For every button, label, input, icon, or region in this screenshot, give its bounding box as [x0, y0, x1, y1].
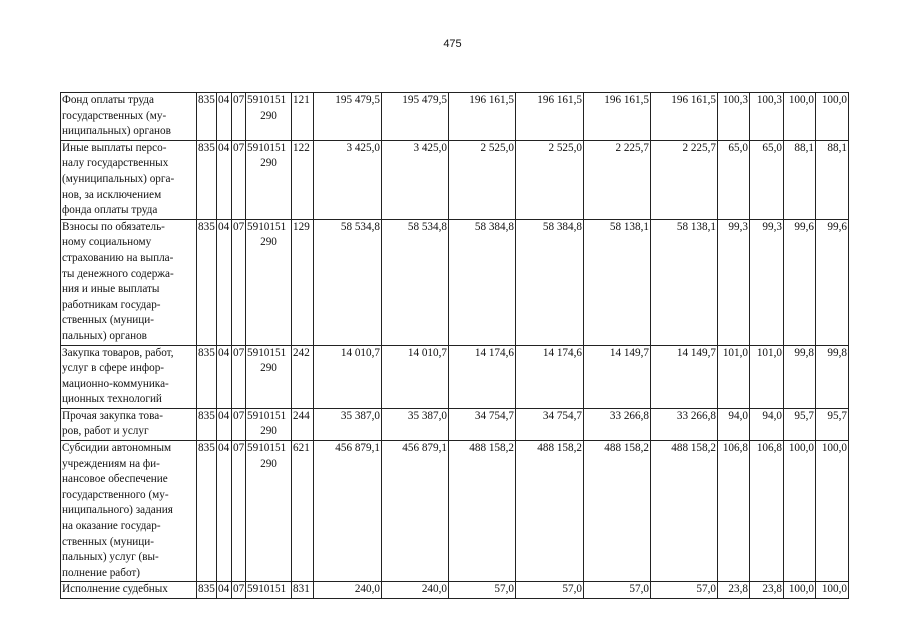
expense-name-cell: [61, 93, 197, 141]
percent-cell-3: 95,7: [784, 408, 816, 440]
percent-cell-2: 65,0: [750, 140, 784, 219]
amount-cell-1: 195 479,5: [314, 93, 382, 141]
amount-cell-2: 58 534,8: [382, 219, 449, 345]
amount-cell-1: 35 387,0: [314, 408, 382, 440]
amount-cell-1: 58 534,8: [314, 219, 382, 345]
target-article-part: 290: [260, 157, 277, 170]
expense-name-line: Закупка товаров, работ,: [62, 346, 174, 359]
expense-type-cell: 244: [292, 408, 314, 440]
amount-cell-3: 14 174,6: [449, 345, 516, 408]
expense-name-line: пальных) органов: [62, 329, 147, 342]
section-cell: 04: [217, 140, 232, 219]
expense-name-cell: [61, 219, 197, 345]
amount-cell-4: 14 174,6: [516, 345, 584, 408]
target-article-part: 5910151: [247, 583, 287, 596]
subsection-cell: 07: [232, 441, 246, 582]
table-row: [61, 93, 849, 141]
percent-cell-1: 94,0: [718, 408, 750, 440]
target-article-part: 5910151: [247, 220, 287, 233]
amount-cell-3: 34 754,7: [449, 408, 516, 440]
section-cell: 04: [217, 93, 232, 141]
table-row: [61, 219, 849, 345]
expense-name-line: ниципальных) органов: [62, 125, 171, 138]
expense-name-line: Субсидии автономным: [62, 442, 172, 455]
grbs-cell: 835: [197, 441, 217, 582]
percent-cell-4: 100,0: [816, 582, 849, 599]
amount-cell-6: 58 138,1: [651, 219, 718, 345]
percent-cell-2: 101,0: [750, 345, 784, 408]
percent-cell-3: 100,0: [784, 93, 816, 141]
expense-name-line: нансовое обеспечение: [62, 473, 168, 486]
table-row: [61, 408, 849, 440]
table-row: [61, 582, 849, 599]
percent-cell-3: 88,1: [784, 140, 816, 219]
amount-cell-5: 2 225,7: [584, 140, 651, 219]
percent-cell-1: 101,0: [718, 345, 750, 408]
expense-name-line: фонда оплаты труда: [62, 204, 158, 217]
percent-cell-2: 100,3: [750, 93, 784, 141]
expense-name-line: Иные выплаты персо-: [62, 141, 167, 154]
expense-name-line: мационно-коммуника-: [62, 377, 169, 390]
expense-name-line: государственного (му-: [62, 488, 169, 501]
table-row: [61, 345, 849, 408]
grbs-cell: 835: [197, 140, 217, 219]
expense-name-line: Фонд оплаты труда: [62, 94, 154, 106]
percent-cell-4: 99,8: [816, 345, 849, 408]
percent-cell-2: 99,3: [750, 219, 784, 345]
target-article-part: 290: [260, 362, 277, 375]
expense-name-cell: [61, 140, 197, 219]
expense-name-line: (муниципальных) орга-: [62, 172, 175, 185]
amount-cell-2: 3 425,0: [382, 140, 449, 219]
percent-cell-1: 106,8: [718, 441, 750, 582]
table-row: [61, 441, 849, 582]
expense-type-cell: 621: [292, 441, 314, 582]
target-article-part: 5910151: [247, 442, 287, 455]
percent-cell-3: 99,6: [784, 219, 816, 345]
expense-name-line: Прочая закупка това-: [62, 409, 163, 422]
target-article-part: 5910151: [247, 409, 287, 422]
amount-cell-4: 34 754,7: [516, 408, 584, 440]
amount-cell-1: 456 879,1: [314, 441, 382, 582]
percent-cell-2: 23,8: [750, 582, 784, 599]
target-article-cell: [246, 140, 292, 219]
percent-cell-1: 100,3: [718, 93, 750, 141]
amount-cell-6: 33 266,8: [651, 408, 718, 440]
amount-cell-6: 2 225,7: [651, 140, 718, 219]
target-article-cell: [246, 345, 292, 408]
expense-type-cell: 122: [292, 140, 314, 219]
target-article-part: 5910151: [247, 94, 287, 106]
target-article-cell: [246, 93, 292, 141]
amount-cell-4: 196 161,5: [516, 93, 584, 141]
amount-cell-3: 2 525,0: [449, 140, 516, 219]
target-article-part: 290: [260, 236, 277, 249]
amount-cell-2: 240,0: [382, 582, 449, 599]
subsection-cell: 07: [232, 408, 246, 440]
percent-cell-2: 106,8: [750, 441, 784, 582]
subsection-cell: 07: [232, 582, 246, 599]
table-row: [61, 140, 849, 219]
amount-cell-4: 57,0: [516, 582, 584, 599]
expense-name-line: Взносы по обязатель-: [62, 220, 165, 233]
amount-cell-1: 14 010,7: [314, 345, 382, 408]
expense-name-line: Исполнение судебных: [62, 583, 168, 596]
grbs-cell: 835: [197, 408, 217, 440]
percent-cell-3: 100,0: [784, 441, 816, 582]
amount-cell-4: 2 525,0: [516, 140, 584, 219]
section-cell: 04: [217, 441, 232, 582]
amount-cell-3: 488 158,2: [449, 441, 516, 582]
expense-name-line: ниципального) задания: [62, 504, 173, 517]
expense-name-line: работникам государ-: [62, 298, 161, 311]
expense-name-line: учреждениям на фи-: [62, 457, 160, 470]
expense-name-line: ному социальному: [62, 236, 152, 249]
amount-cell-3: 57,0: [449, 582, 516, 599]
amount-cell-5: 196 161,5: [584, 93, 651, 141]
percent-cell-4: 100,0: [816, 93, 849, 141]
expense-name-line: на оказание государ-: [62, 520, 161, 533]
expense-type-cell: 121: [292, 93, 314, 141]
amount-cell-5: 488 158,2: [584, 441, 651, 582]
amount-cell-1: 3 425,0: [314, 140, 382, 219]
amount-cell-4: 488 158,2: [516, 441, 584, 582]
expense-name-line: ственных (муници-: [62, 314, 154, 327]
expense-name-line: ния и иные выплаты: [62, 283, 160, 296]
grbs-cell: 835: [197, 93, 217, 141]
expense-name-line: нов, за исключением: [62, 188, 162, 201]
percent-cell-3: 100,0: [784, 582, 816, 599]
amount-cell-6: 57,0: [651, 582, 718, 599]
expense-type-cell: 831: [292, 582, 314, 599]
expense-name-line: ров, работ и услуг: [62, 425, 149, 438]
expense-name-line: полнение работ): [62, 566, 141, 579]
subsection-cell: 07: [232, 345, 246, 408]
amount-cell-3: 58 384,8: [449, 219, 516, 345]
budget-table: [60, 92, 849, 599]
expense-name-line: ционных технологий: [62, 393, 162, 406]
amount-cell-3: 196 161,5: [449, 93, 516, 141]
expense-name-line: ственных (муници-: [62, 535, 154, 548]
expense-name-line: страхованию на выпла-: [62, 251, 174, 264]
target-article-cell: [246, 219, 292, 345]
percent-cell-3: 99,8: [784, 345, 816, 408]
amount-cell-5: 14 149,7: [584, 345, 651, 408]
target-article-part: 5910151: [247, 141, 287, 154]
expense-name-line: пальных) услуг (вы-: [62, 551, 159, 564]
amount-cell-2: 14 010,7: [382, 345, 449, 408]
target-article-cell: [246, 582, 292, 599]
target-article-cell: [246, 408, 292, 440]
expense-name-cell: [61, 408, 197, 440]
subsection-cell: 07: [232, 93, 246, 141]
target-article-part: 290: [260, 457, 277, 470]
target-article-part: 290: [260, 109, 277, 122]
amount-cell-4: 58 384,8: [516, 219, 584, 345]
target-article-part: 5910151: [247, 346, 287, 359]
expense-type-cell: 129: [292, 219, 314, 345]
amount-cell-5: 33 266,8: [584, 408, 651, 440]
expense-name-line: ты денежного содержа-: [62, 267, 174, 280]
expense-type-cell: 242: [292, 345, 314, 408]
percent-cell-2: 94,0: [750, 408, 784, 440]
percent-cell-4: 88,1: [816, 140, 849, 219]
amount-cell-6: 14 149,7: [651, 345, 718, 408]
percent-cell-1: 23,8: [718, 582, 750, 599]
expense-name-cell: [61, 441, 197, 582]
percent-cell-4: 99,6: [816, 219, 849, 345]
amount-cell-6: 196 161,5: [651, 93, 718, 141]
amount-cell-2: 456 879,1: [382, 441, 449, 582]
amount-cell-2: 35 387,0: [382, 408, 449, 440]
section-cell: 04: [217, 219, 232, 345]
grbs-cell: 835: [197, 219, 217, 345]
amount-cell-5: 58 138,1: [584, 219, 651, 345]
subsection-cell: 07: [232, 140, 246, 219]
expense-name-cell: [61, 345, 197, 408]
subsection-cell: 07: [232, 219, 246, 345]
expense-name-cell: [61, 582, 197, 599]
target-article-cell: [246, 441, 292, 582]
percent-cell-1: 99,3: [718, 219, 750, 345]
percent-cell-4: 100,0: [816, 441, 849, 582]
grbs-cell: 835: [197, 345, 217, 408]
section-cell: 04: [217, 408, 232, 440]
grbs-cell: 835: [197, 582, 217, 599]
percent-cell-1: 65,0: [718, 140, 750, 219]
amount-cell-6: 488 158,2: [651, 441, 718, 582]
amount-cell-5: 57,0: [584, 582, 651, 599]
page-number: 475: [443, 38, 462, 50]
expense-name-line: государственных (му-: [62, 109, 167, 122]
expense-name-line: налу государственных: [62, 157, 169, 170]
amount-cell-2: 195 479,5: [382, 93, 449, 141]
amount-cell-1: 240,0: [314, 582, 382, 599]
percent-cell-4: 95,7: [816, 408, 849, 440]
section-cell: 04: [217, 345, 232, 408]
expense-name-line: услуг в сфере инфор-: [62, 362, 165, 375]
target-article-part: 290: [260, 425, 277, 438]
section-cell: 04: [217, 582, 232, 599]
